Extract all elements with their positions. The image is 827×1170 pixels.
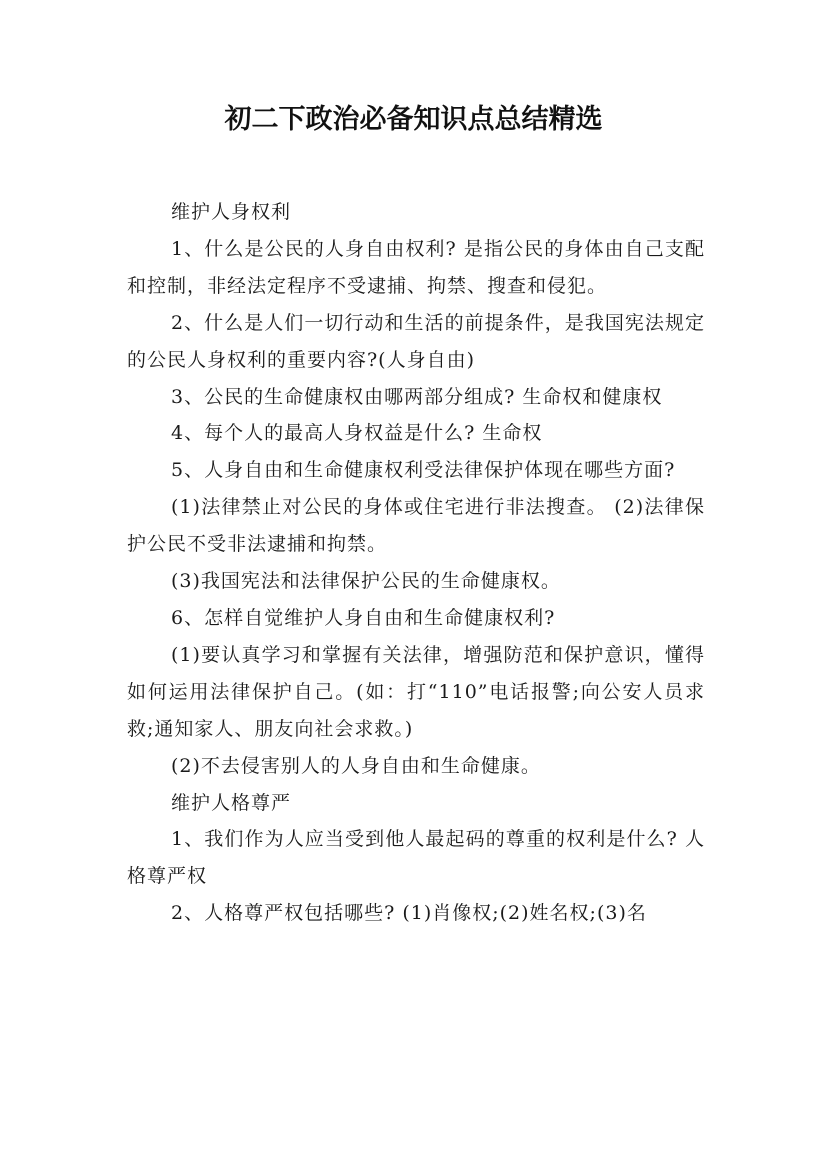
paragraph-q2: 2、什么是人们一切行动和生活的前提条件，是我国宪法规定的公民人身权利的重要内容?(人身自由) <box>127 311 705 371</box>
paragraph-q6: 6、怎样自觉维护人身自由和生命健康权利? <box>171 606 556 629</box>
document-body <box>127 194 705 932</box>
paragraph-q5: 5、人身自由和生命健康权利受法律保护体现在哪些方面? <box>171 459 676 482</box>
paragraph-q5-answer-1-2: (1)法律禁止对公民的身体或住宅进行非法搜查。 (2)法律保护公民不受非法逮捕和拘禁。 <box>127 496 705 556</box>
paragraph-q6-answer-1: (1)要认真学习和掌握有关法律，增强防范和保护意识，懂得如何运用法律保护自己。(如：打“110”电话报警;向公安人员求救;通知家人、朋友向社会求救。) <box>127 643 705 740</box>
section-heading-personal-rights: 维护人身权利 <box>171 201 292 223</box>
paragraph-q1: 1、什么是公民的人身自由权利? 是指公民的身体由自己支配和控制，非经法定程序不受逮捕、拘禁、搜查和侵犯。 <box>127 237 705 297</box>
paragraph-q4: 4、每个人的最高人身权益是什么? 生命权 <box>171 422 543 445</box>
document-title: 初二下政治必备知识点总结精选 <box>224 104 603 135</box>
paragraph-q5-answer-3: (3)我国宪法和法律保护公民的生命健康权。 <box>171 570 561 593</box>
section-heading-dignity: 维护人格尊严 <box>171 791 292 814</box>
paragraph-dignity-q1: 1、我们作为人应当受到他人最起码的尊重的权利是什么? 人格尊严权 <box>127 828 705 888</box>
paragraph-q6-answer-2: (2)不去侵害别人的人身自由和生命健康。 <box>171 754 541 777</box>
paragraph-dignity-q2: 2、人格尊严权包括哪些? (1)肖像权;(2)姓名权;(3)名 <box>171 902 647 925</box>
paragraph-q3: 3、公民的生命健康权由哪两部分组成? 生命权和健康权 <box>171 385 663 408</box>
